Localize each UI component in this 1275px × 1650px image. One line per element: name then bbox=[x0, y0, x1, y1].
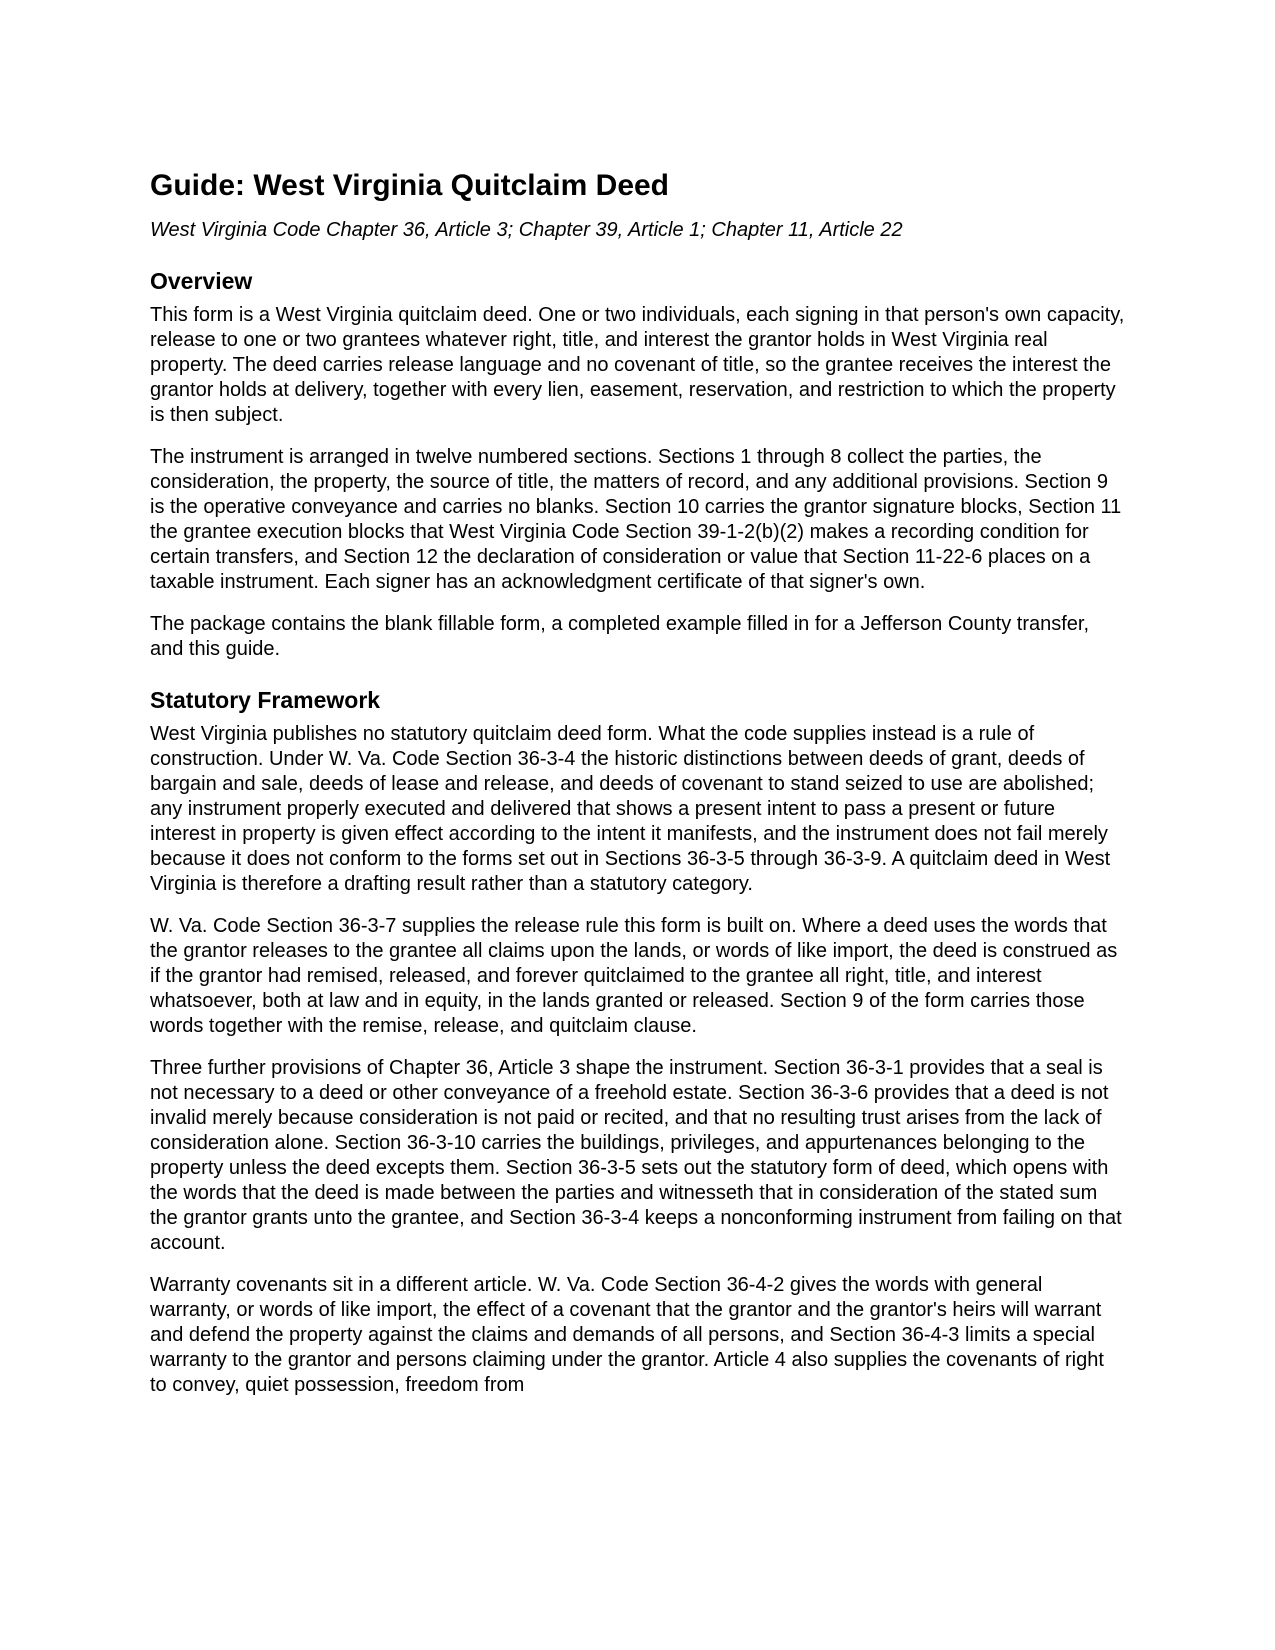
statutory-paragraph-3: Three further provisions of Chapter 36, Article 3 shape the instrument. Section 36-3-1 provides that a seal is not necessary to a deed or other conveyance of a freehold estate. Section 36-3-6 provides that a deed is not invalid merely because consideration is not paid or recited, and that no resulting trust arises from the lack of consideration alone. Section 36-3-10 carries the buildings, privileges, and appurtenances belonging to the property unless the deed excepts them. Section 36-3-5 sets out the statutory form of deed, which opens with the words that the deed is made between the parties and witnesseth that in consideration of the stated sum the grantor grants unto the grantee, and Section 36-3-4 keeps a nonconforming instrument from failing on that account. bbox=[150, 1057, 1122, 1254]
section-heading-overview: Overview bbox=[150, 268, 253, 294]
statutory-paragraph-4: Warranty covenants sit in a different article. W. Va. Code Section 36-4-2 gives the words with general warranty, or words of like import, the effect of a covenant that the grantor and the grantor's heirs will warrant and defend the property against the claims and demands of all persons, and Section 36-4-3 limits a special warranty to the grantor and persons claiming under the grantor. Article 4 also supplies the covenants of right to convey, quiet possession, freedom from bbox=[150, 1274, 1104, 1396]
overview-paragraph-1: This form is a West Virginia quitclaim deed. One or two individuals, each signing in that person's own capacity, release to one or two grantees whatever right, title, and interest the grantor holds in West Virginia real property. The deed carries release language and no covenant of title, so the grantee receives the interest the grantor holds at delivery, together with every lien, easement, reservation, and restriction to which the property is then subject. bbox=[150, 304, 1125, 426]
overview-paragraph-3: The package contains the blank fillable form, a completed example filled in for a Jefferson County transfer, and this guide. bbox=[150, 613, 1090, 660]
document-page bbox=[150, 168, 1125, 1398]
statutory-paragraph-1: West Virginia publishes no statutory quitclaim deed form. What the code supplies instead is a rule of construction. Under W. Va. Code Section 36-3-4 the historic distinctions between deeds of grant, deeds of bargain and sale, deeds of lease and release, and deeds of covenant to stand seized to use are abolished; any instrument properly executed and delivered that shows a present intent to pass a present or future interest in property is given effect according to the intent it manifests, and the instrument does not fail merely because it does not conform to the forms set out in Sections 36-3-5 through 36-3-9. A quitclaim deed in West Virginia is therefore a drafting result rather than a statutory category. bbox=[150, 723, 1111, 895]
overview-paragraph-2: The instrument is arranged in twelve numbered sections. Sections 1 through 8 collect the parties, the consideration, the property, the source of title, the matters of record, and any additional provisions. Section 9 is the operative conveyance and carries no blanks. Section 10 carries the grantor signature blocks, Section 11 the grantee execution blocks that West Virginia Code Section 39-1-2(b)(2) makes a recording condition for certain transfers, and Section 12 the declaration of consideration or value that Section 11-22-6 places on a taxable instrument. Each signer has an acknowledgment certificate of that signer's own. bbox=[150, 446, 1122, 593]
section-heading-statutory-framework: Statutory Framework bbox=[150, 687, 381, 713]
document-title: Guide: West Virginia Quitclaim Deed bbox=[150, 169, 670, 202]
statutory-paragraph-2: W. Va. Code Section 36-3-7 supplies the release rule this form is built on. Where a deed uses the words that the grantor releases to the grantee all claims upon the lands, or words of like import, the deed is construed as if the grantor had remised, released, and forever quitclaimed to the grantee all right, title, and interest whatsoever, both at law and in equity, in the lands granted or released. Section 9 of the form carries those words together with the remise, release, and quitclaim clause. bbox=[150, 915, 1118, 1037]
document-subtitle: West Virginia Code Chapter 36, Article 3; Chapter 39, Article 1; Chapter 11, Article 22 bbox=[150, 219, 903, 241]
